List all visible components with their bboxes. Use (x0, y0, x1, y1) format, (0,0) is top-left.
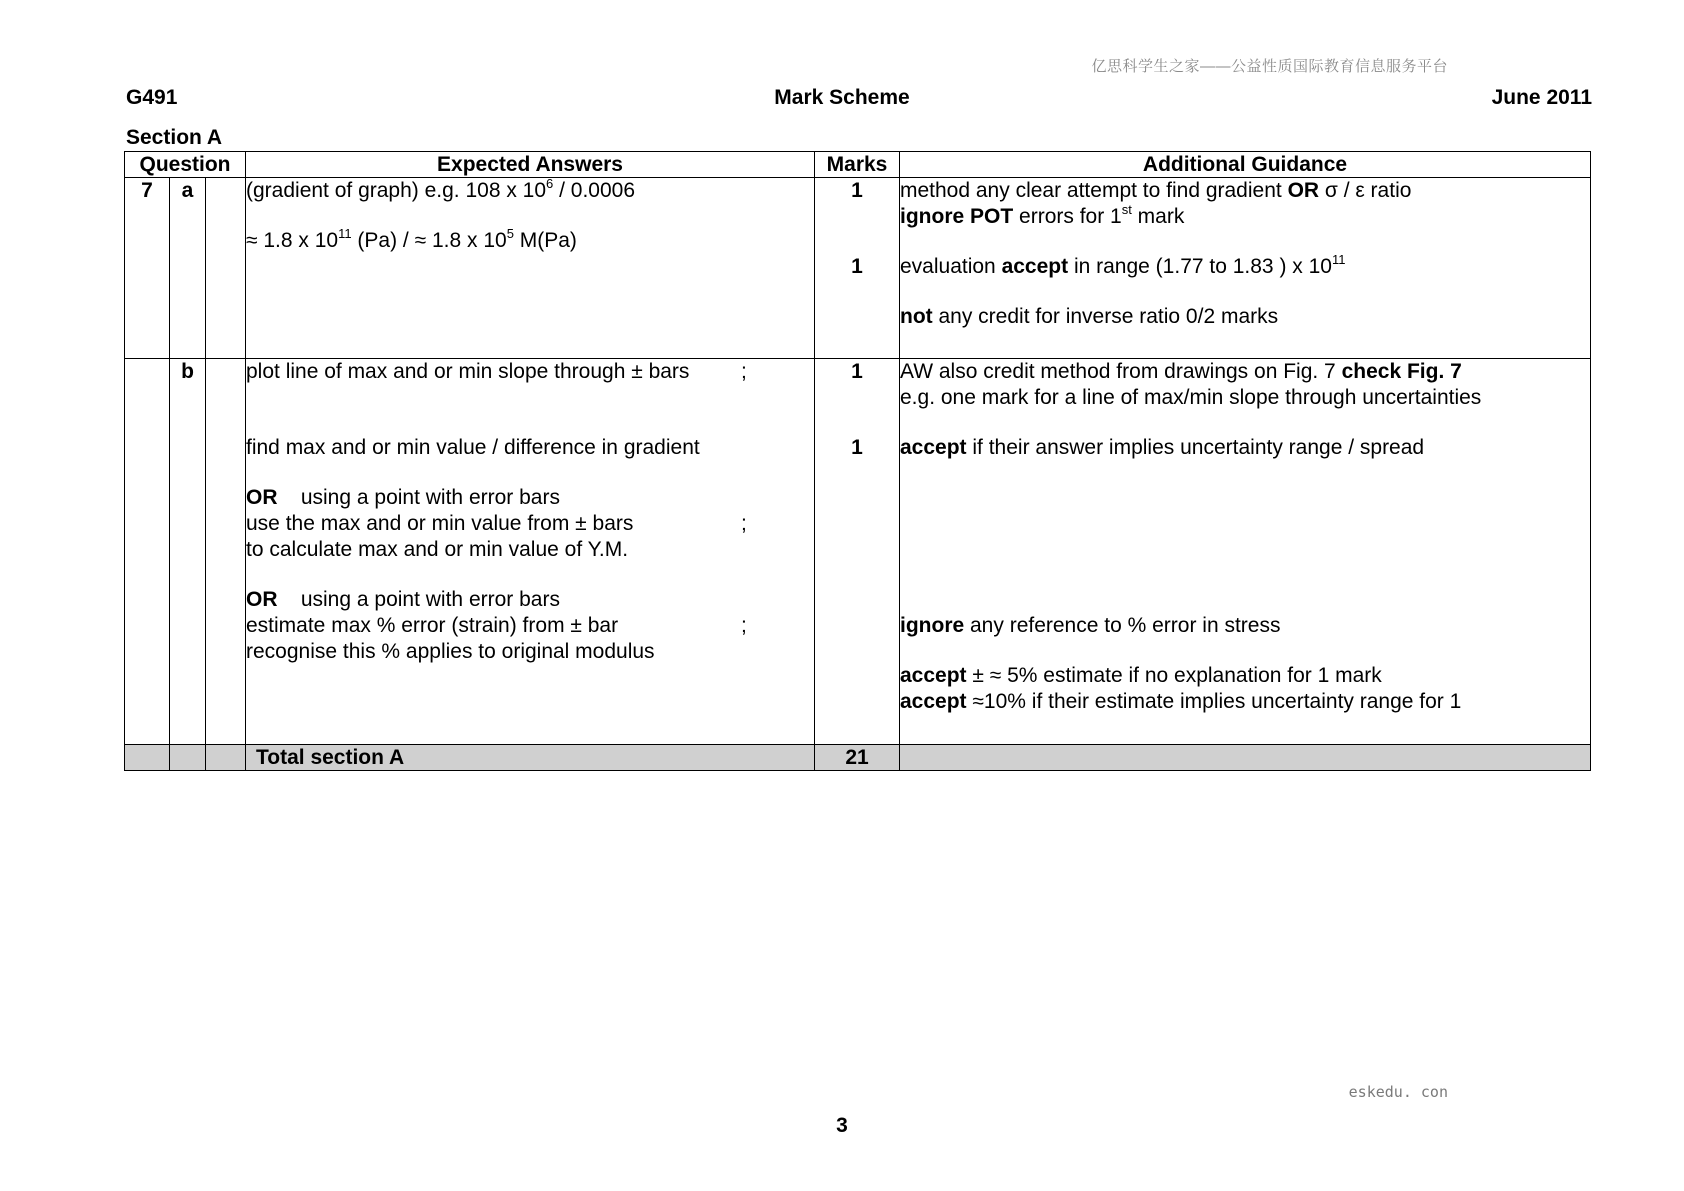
question-subpart-empty (206, 178, 246, 359)
guidance-line: accept ≈10% if their estimate implies uncertainty range for 1 (900, 690, 1462, 713)
guidance-7a (900, 178, 1591, 359)
question-number-empty (125, 359, 170, 745)
guidance-line: accept if their answer implies uncertainty range / spread (900, 436, 1425, 459)
question-part-b: b (170, 359, 206, 745)
answer-line: OR using a point with error bars (246, 486, 560, 509)
answer-line: recognise this % applies to original modulus (246, 640, 655, 663)
answer-line: plot line of max and or min slope through ± bars ; (246, 360, 747, 383)
total-label: Total section A (246, 745, 815, 771)
header-marks: Marks (815, 152, 900, 178)
table-header-row (125, 152, 1591, 178)
section-label: Section A (126, 126, 223, 149)
question-subpart-empty (206, 359, 246, 745)
watermark-bottom: eskedu. con (1348, 1083, 1448, 1101)
watermark-top: 亿思科学生之家——公益性质国际教育信息服务平台 (1091, 58, 1448, 75)
answer-line: find max and or min value / difference in gradient (246, 436, 700, 459)
table-row-total (125, 745, 1591, 771)
guidance-7b (900, 359, 1591, 745)
total-guidance-empty (900, 745, 1591, 771)
total-empty-cell (170, 745, 206, 771)
page-number: 3 (836, 1114, 848, 1137)
header-additional-guidance: Additional Guidance (900, 152, 1591, 178)
answer-line: OR using a point with error bars (246, 588, 560, 611)
table-row-7b (125, 359, 1591, 745)
question-part-a: a (170, 178, 206, 359)
answer-line: (gradient of graph) e.g. 108 x $10^6 / 0.0006$ (246, 176, 635, 202)
page-title: Mark Scheme (774, 86, 910, 109)
expected-answers-7b (246, 359, 815, 745)
marks-7a: 1 1 (815, 178, 900, 359)
guidance-line: not any credit for inverse ratio 0/2 marks (900, 305, 1279, 328)
mark-scheme-table (124, 151, 1591, 771)
header-question: Question (125, 152, 246, 178)
question-number: 7 (125, 178, 170, 359)
guidance-line: AW also credit method from drawings on Fig. 7 check Fig. 7 (900, 360, 1462, 383)
answer-line: estimate max % error (strain) from ± bar ; (246, 614, 747, 637)
guidance-line: accept ± ≈ 5% estimate if no explanation for 1 mark (900, 664, 1382, 687)
guidance-line: method any clear attempt to find gradient OR σ / ε ratio (900, 179, 1412, 202)
exam-date: June 2011 (1491, 86, 1592, 109)
table-row-7a (125, 178, 1591, 359)
total-empty-cell (206, 745, 246, 771)
answer-line: ≈ 1.8 x $10^{11}$ (Pa) / ≈ 1.8 x $10^5$ M(Pa) (246, 226, 577, 252)
guidance-line: evaluation accept in range (1.77 to 1.83 ) x $10^{11}$ (900, 252, 1346, 278)
guidance-line: e.g. one mark for a line of max/min slope through uncertainties (900, 386, 1482, 409)
total-marks: 21 (815, 745, 900, 771)
guidance-line: ignore any reference to % error in stress (900, 614, 1281, 637)
total-empty-cell (125, 745, 170, 771)
answer-line: use the max and or min value from ± bars ; (246, 512, 747, 535)
expected-answers-7a (246, 178, 815, 359)
paper-code: G491 (126, 86, 178, 109)
guidance-line: ignore POT errors for 1st mark (900, 202, 1185, 228)
header-expected-answers: Expected Answers (246, 152, 815, 178)
answer-line: to calculate max and or min value of Y.M. (246, 538, 629, 561)
marks-7b: 1 1 (815, 359, 900, 745)
